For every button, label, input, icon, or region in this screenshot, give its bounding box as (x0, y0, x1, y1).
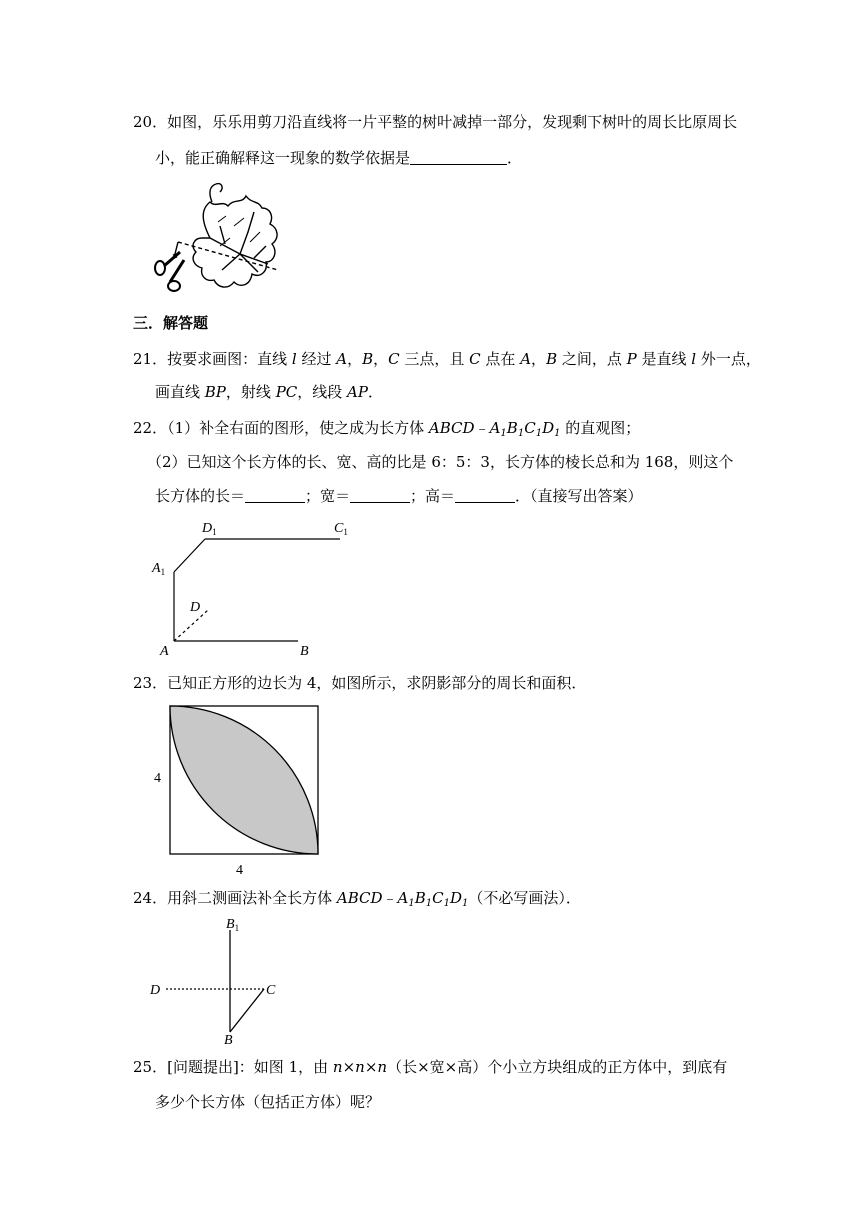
label-b1: $B_1$ (226, 917, 240, 933)
q21-text: 是直线 (636, 350, 692, 368)
q21-text: ， (531, 350, 547, 368)
q21-text: 按要求画图：直线 (167, 350, 292, 368)
q21-text: ，线段 (297, 383, 348, 401)
cuboid-partial-figure (148, 518, 358, 658)
q20-line2 (155, 148, 522, 168)
leaf-scissors-figure (150, 182, 290, 300)
q21-text: ， (347, 350, 363, 368)
q22-text: ；高＝ (410, 487, 456, 505)
q21-var: A (520, 350, 532, 368)
q22-text: 的直观图； (560, 419, 641, 437)
q25-line1 (133, 1057, 727, 1077)
q20-text-line2: 小，能正确解释这一现象的数学依据是 (155, 149, 411, 167)
q25-line2: 多少个长方体（包括正方体）呢？ (155, 1093, 381, 1111)
label-a: A (160, 644, 169, 658)
side-label-bottom: 4 (236, 863, 243, 878)
q21-text: 外一点， (696, 350, 761, 368)
q22-line1 (133, 418, 640, 438)
q20-line1 (133, 112, 737, 132)
q21-var: BP (204, 383, 226, 401)
label-c1: $C_1$ (334, 521, 348, 537)
q24-text: 用斜二测画法补全长方体 (167, 889, 337, 907)
q21-var: l (691, 350, 697, 368)
var-n: n (355, 1058, 365, 1076)
shaded-region (170, 706, 318, 854)
q22-text: （1）补全右面的图形，使之成为长方体 (167, 419, 429, 437)
side-label-left: 4 (154, 771, 161, 786)
q21-text: 画直线 (155, 383, 205, 401)
length-answer-blank[interactable] (245, 488, 305, 503)
q25-number: 25． (133, 1058, 168, 1076)
q22-line2: （2）已知这个长方体的长、宽、高的比是 6：5：3，长方体的棱长总和为 168，则这个 (147, 453, 734, 471)
q21-text: 三点，且 (399, 350, 470, 368)
q21-var: P (626, 350, 637, 368)
label-d1: $D_1$ (202, 521, 217, 537)
q21-text: 经过 (296, 350, 337, 368)
q22-text: 长方体的长＝ (155, 487, 246, 505)
label-d: D (150, 983, 161, 998)
label-b: B (224, 1033, 233, 1046)
q21-number: 21． (133, 350, 168, 368)
q21-var: l (291, 350, 297, 368)
q21-var: A (336, 350, 348, 368)
scissors-icon (155, 252, 184, 291)
section-heading: 三．解答题 (133, 314, 209, 332)
q21-text: ， (373, 350, 389, 368)
q20-number: 20． (133, 113, 168, 131)
q21-var: C (388, 350, 400, 368)
leaf-icon (193, 184, 277, 287)
times-sign: × (342, 1058, 356, 1076)
q21-var: PC (275, 383, 298, 401)
q24-text: （不必写画法）． (468, 889, 581, 907)
q24-number: 24． (133, 889, 168, 907)
cuboid-name: $ABCD﹣A_1B_1C_1D_1$ (336, 889, 469, 909)
cuboid-oblique-figure (146, 916, 296, 1046)
q21-var: B (546, 350, 558, 368)
cuboid-name: $ABCD﹣A_1B_1C_1D_1$ (428, 419, 561, 439)
q21-line1 (133, 349, 761, 369)
q21-text: 点在 (480, 350, 521, 368)
square-leaf-figure (148, 700, 328, 880)
label-d: D (190, 600, 201, 615)
q21-text: ． (367, 383, 383, 401)
times-sign: × (364, 1058, 378, 1076)
var-n: n (332, 1058, 343, 1076)
q23-number: 23． (133, 674, 168, 692)
q21-text: 之间，点 (557, 350, 627, 368)
label-a1: $A_1$ (152, 561, 166, 577)
q20-period: ． (507, 149, 523, 167)
q21-text: ，射线 (225, 383, 276, 401)
q21-var: AP (347, 383, 368, 401)
q22-number: 22． (133, 419, 168, 437)
q22-line3 (155, 486, 643, 506)
q23-text: 已知正方形的边长为 4，如图所示，求阴影部分的周长和面积． (167, 674, 587, 692)
width-answer-blank[interactable] (350, 488, 410, 503)
q22-text: ．（直接写出答案） (515, 487, 643, 505)
q21-line2 (155, 382, 383, 402)
q20-text-line1: 如图，乐乐用剪刀沿直线将一片平整的树叶减掉一部分，发现剩下树叶的周长比原周长 (167, 113, 738, 131)
q21-var: B (362, 350, 374, 368)
q22-text: ；宽＝ (305, 487, 351, 505)
q25-text: （长×宽×高）个小立方块组成的正方体中，到底有 (387, 1058, 728, 1076)
q25-text: [问题提出]：如图 1，由 (167, 1058, 333, 1076)
height-answer-blank[interactable] (455, 488, 515, 503)
label-b: B (300, 644, 309, 658)
q24-line (133, 888, 581, 908)
var-n: n (377, 1058, 388, 1076)
q23-line (133, 673, 586, 693)
q21-var: C (469, 350, 481, 368)
q20-answer-blank[interactable] (410, 150, 507, 165)
label-c: C (266, 983, 276, 998)
